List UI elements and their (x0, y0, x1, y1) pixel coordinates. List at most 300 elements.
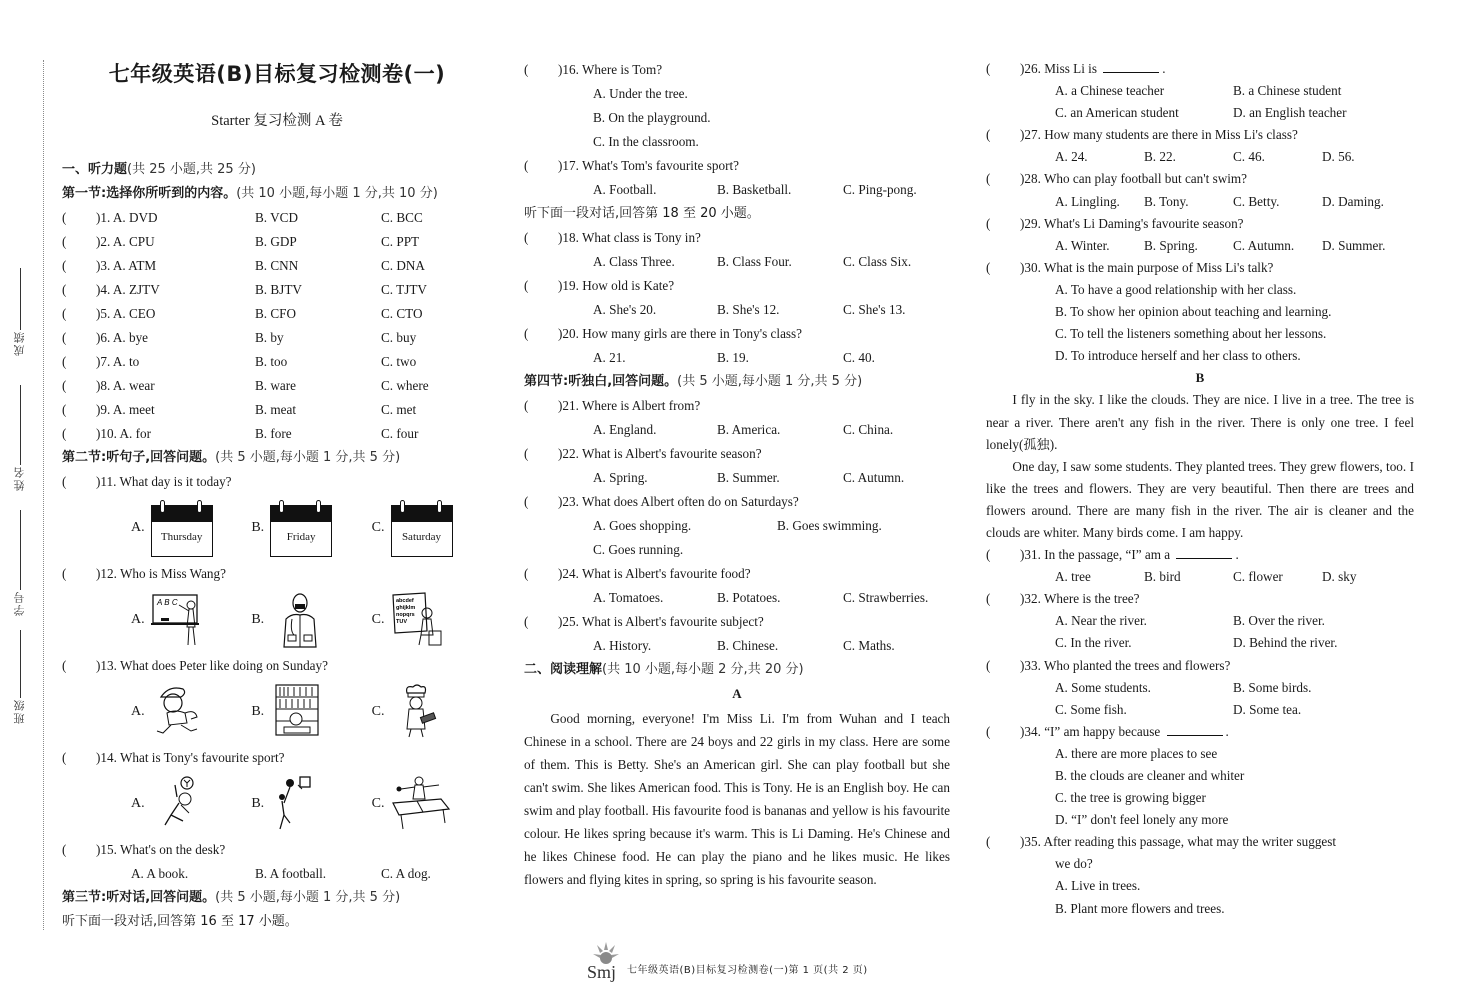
cooking-chef-icon (391, 683, 451, 741)
answer-blank[interactable]: ( (986, 547, 991, 563)
question-text: 28. Who can play football but can't swim? (1024, 171, 1248, 187)
close-paren: ) (96, 282, 101, 297)
answer-blank[interactable]: ( (62, 258, 67, 273)
option-letter: A. (131, 796, 145, 811)
section3-intro-2: 听下面一段对话,回答第 18 至 20 小题。 (524, 206, 760, 221)
q23-options (524, 514, 950, 538)
question-13: ( ) 13. What does Peter like doing on Sunday? (62, 654, 492, 678)
question-27: ( ) 27. How many students are there in Miss Li's class? (986, 124, 1414, 146)
fill-blank (1167, 721, 1223, 736)
question-9 (62, 398, 492, 422)
option-b[interactable]: B. Tony. (1144, 193, 1189, 209)
option-c[interactable]: C. 46. (1233, 149, 1265, 165)
student-id-field[interactable] (10, 510, 30, 616)
number-dot: . (113, 426, 120, 441)
section3-heading (62, 886, 492, 910)
section3-points: (共 5 小题,每小题 1 分,共 5 分) (215, 890, 401, 905)
question-33: ( ) 33. Who planted the trees and flowers? (986, 655, 1414, 677)
option-letter: A. (131, 520, 145, 535)
q33-options-row1 (986, 677, 1414, 699)
column-3 (986, 58, 1414, 920)
question-17: ( ) 17. What's Tom's favourite sport? (524, 154, 950, 178)
reading-in-library-icon (270, 683, 330, 741)
option-a[interactable]: A. Spring. (593, 470, 648, 485)
option-a[interactable]: A. Under the tree. (593, 86, 688, 101)
option-c[interactable]: C. In the river. (1055, 635, 1132, 651)
option-c[interactable]: C. an American student (1055, 105, 1179, 121)
answer-blank[interactable]: ( (524, 494, 529, 509)
option-a[interactable]: A. She's 20. (593, 302, 657, 317)
q31-options (986, 566, 1414, 588)
student-at-board-icon (391, 591, 451, 649)
question-35: ( ) 35. After reading this passage, what may the writer suggest (986, 831, 1414, 853)
option-b[interactable]: B. On the playground. (593, 110, 711, 125)
option-c[interactable]: C. DNA (381, 258, 425, 273)
answer-blank[interactable]: ( (986, 591, 991, 607)
option-a[interactable]: A. there are more places to see (1055, 745, 1218, 761)
option-c[interactable]: C. PPT (381, 234, 420, 249)
question-10 (62, 422, 492, 446)
name-line (20, 385, 21, 465)
question-30: ( ) 30. What is the main purpose of Miss Li's talk? (986, 257, 1414, 279)
option-a[interactable]: A. Tomatoes. (593, 590, 664, 605)
option-d[interactable]: D. To introduce herself and her class to others. (1055, 348, 1301, 364)
option-a[interactable]: A. meet (112, 402, 155, 417)
section1-questions (62, 206, 492, 446)
option-c[interactable]: C. buy (381, 330, 417, 345)
option-a[interactable]: A. 21. (593, 350, 626, 365)
option-c[interactable]: C. flower (1233, 569, 1283, 585)
answer-blank[interactable]: ( (62, 402, 67, 417)
calendar-day: Thursday (160, 531, 203, 543)
section4-heading (524, 370, 950, 394)
svg-text:ghijklm: ghijklm (395, 605, 415, 611)
question-text: 18. What class is Tony in? (562, 230, 701, 245)
answer-blank[interactable]: ( (62, 354, 67, 369)
question-lead (62, 398, 255, 422)
option-c[interactable]: C. She's 13. (843, 302, 906, 317)
option-b[interactable]: B. 22. (1144, 149, 1176, 165)
answer-blank[interactable]: ( (524, 326, 529, 341)
q21-options (524, 418, 950, 442)
section2-heading (62, 446, 492, 470)
calendar-icon (151, 505, 213, 557)
option-c[interactable]: C. China. (843, 422, 894, 437)
answer-blank[interactable]: ( (62, 750, 67, 765)
score-field[interactable] (10, 268, 30, 356)
option-c[interactable]: C. met (381, 402, 417, 417)
option-b[interactable]: B. VCD (255, 210, 298, 225)
answer-blank[interactable]: ( (524, 278, 529, 293)
answer-blank[interactable]: ( (524, 62, 529, 77)
question-lead (62, 206, 255, 230)
option-d[interactable]: D. 56. (1322, 149, 1355, 165)
option-b[interactable]: B. Basketball. (717, 182, 792, 197)
question-34: ( ) 34. “I” am happy because . (986, 721, 1414, 743)
option-a[interactable]: A. to (112, 354, 140, 369)
option-b[interactable]: B. ware (255, 378, 297, 393)
q14-options (62, 770, 492, 838)
option-d[interactable]: D. Summer. (1322, 237, 1386, 253)
question-25: ( ) 25. What is Albert's favourite subject? (524, 610, 950, 634)
option-a[interactable]: A. bye (112, 330, 149, 345)
question-text: 17. What's Tom's favourite sport? (562, 158, 739, 173)
question-1 (62, 206, 492, 230)
question-number: 1 (100, 210, 107, 225)
option-c[interactable]: C. Some fish. (1055, 701, 1127, 717)
question-number: 4 (100, 282, 107, 297)
q11-option-a[interactable] (131, 499, 251, 557)
answer-blank[interactable]: ( (524, 230, 529, 245)
passage-a (524, 707, 950, 891)
option-b[interactable]: B. the clouds are cleaner and whiter (1055, 768, 1245, 783)
teacher-at-blackboard-icon (151, 591, 211, 649)
option-c[interactable]: C. the tree is growing bigger (1055, 790, 1206, 806)
option-b[interactable]: B. Goes swimming. (777, 518, 882, 533)
question-text: 25. What is Albert's favourite subject? (562, 614, 764, 629)
fill-blank (1103, 58, 1159, 73)
question-3 (62, 254, 492, 278)
option-c[interactable]: C. TJTV (381, 282, 427, 297)
number-dot: . (107, 354, 113, 369)
question-lead (62, 374, 255, 398)
option-a[interactable]: A. ATM (112, 258, 157, 273)
q12-option-b[interactable] (251, 591, 371, 649)
question-lead (62, 422, 255, 446)
calendar-day: Saturday (401, 531, 442, 543)
option-b[interactable]: B. CNN (255, 258, 299, 273)
number-dot: . (107, 234, 113, 249)
q12-options (62, 586, 492, 654)
option-c[interactable]: C. To tell the listeners something about her lessons. (1055, 326, 1327, 342)
q29-options (986, 235, 1414, 257)
question-text-pre: 31. In the passage, “I” am a (1024, 547, 1171, 563)
number-dot: . (107, 330, 113, 345)
option-b[interactable]: B. meat (255, 402, 297, 417)
question-lead (62, 302, 255, 326)
question-text: 24. What is Albert's favourite food? (562, 566, 751, 581)
q24-options (524, 586, 950, 610)
answer-blank[interactable]: ( (62, 378, 67, 393)
number-dot: . (107, 210, 113, 225)
number-dot: . (107, 258, 113, 273)
option-a[interactable]: A. CEO (112, 306, 156, 321)
number-dot: . (107, 402, 113, 417)
option-c[interactable]: C. Strawberries. (843, 590, 929, 605)
question-lead (62, 350, 255, 374)
answer-blank[interactable]: ( (62, 306, 67, 321)
question-16: ( ) 16. Where is Tom? (524, 58, 950, 82)
running-kid-icon (151, 683, 211, 741)
close-paren: ) (96, 234, 101, 249)
option-b[interactable]: B. America. (717, 422, 781, 437)
question-29: ( ) 29. What's Li Daming's favourite season? (986, 213, 1414, 235)
answer-blank[interactable]: ( (62, 566, 67, 581)
answer-blank[interactable]: ( (986, 215, 991, 231)
option-b[interactable]: B. She's 12. (717, 302, 780, 317)
option-b[interactable]: B. BJTV (255, 282, 302, 297)
option-a[interactable]: A. A book. (131, 866, 189, 881)
option-c[interactable]: C. BCC (381, 210, 423, 225)
option-a[interactable]: A. a Chinese teacher (1055, 83, 1165, 99)
answer-blank[interactable]: ( (62, 234, 67, 249)
option-d[interactable]: D. an English teacher (1233, 105, 1347, 121)
option-c[interactable]: C. CTO (381, 306, 423, 321)
option-b[interactable]: B. GDP (255, 234, 297, 249)
option-c[interactable]: C. 40. (843, 350, 875, 365)
question-22: ( ) 22. What is Albert's favourite season? (524, 442, 950, 466)
option-b[interactable]: B. a Chinese student (1233, 83, 1342, 99)
option-letter: A. (131, 704, 145, 719)
question-lead (62, 278, 255, 302)
answer-blank[interactable]: ( (524, 566, 529, 581)
question-text: 13. What does Peter like doing on Sunday? (100, 658, 328, 673)
passage-b-label: B (1195, 370, 1205, 386)
question-text (1024, 544, 1238, 566)
option-c[interactable]: C. Autumn. (843, 470, 905, 485)
question-number: 8 (100, 378, 107, 393)
option-a[interactable]: A. Some students. (1055, 679, 1151, 695)
question-text: 19. How old is Kate? (562, 278, 675, 293)
option-letter: A. (131, 612, 145, 627)
answer-blank[interactable]: ( (986, 127, 991, 143)
option-d[interactable]: D. Some tea. (1233, 701, 1302, 717)
option-b[interactable]: B. too (255, 354, 288, 369)
question-31: ( ) 31. In the passage, “I” am a . (986, 544, 1414, 566)
option-d[interactable]: D. “I” don't feel lonely any more (1055, 812, 1229, 828)
question-12: ( ) 12. Who is Miss Wang? (62, 562, 492, 586)
question-text (1024, 58, 1165, 80)
q25-options (524, 634, 950, 658)
q19-options (524, 298, 950, 322)
question-number: 5 (100, 306, 107, 321)
close-paren: ) (96, 426, 101, 441)
question-text: 16. Where is Tom? (562, 62, 663, 77)
option-a[interactable]: A. History. (593, 638, 652, 653)
q13-option-c[interactable] (372, 683, 492, 741)
option-b[interactable]: B. Spring. (1144, 237, 1198, 253)
option-c[interactable]: C. Class Six. (843, 254, 912, 269)
option-a[interactable]: A. CPU (112, 234, 155, 249)
option-b[interactable]: B. 19. (717, 350, 749, 365)
q11-option-c[interactable] (372, 499, 492, 557)
option-d[interactable]: D. Daming. (1322, 193, 1384, 209)
option-a[interactable]: A. Football. (593, 182, 657, 197)
question-text-pre: 34. “I” am happy because (1024, 723, 1161, 739)
close-paren: ) (96, 354, 101, 369)
option-b[interactable]: B. by (255, 330, 284, 345)
answer-blank[interactable]: ( (986, 61, 991, 76)
option-b[interactable]: B. To show her opinion about teaching and learning. (1055, 304, 1332, 320)
q12-option-c[interactable] (372, 591, 492, 649)
score-line (20, 268, 21, 330)
q33-options-row2 (986, 699, 1414, 721)
class-label: 班级 (13, 698, 26, 724)
answer-blank[interactable]: ( (62, 474, 67, 489)
option-a[interactable]: A. England. (593, 422, 657, 437)
name-field[interactable] (10, 385, 30, 491)
option-a[interactable]: A. tree (1055, 569, 1091, 585)
doctor-icon (270, 591, 330, 649)
question-number: 2 (100, 234, 107, 249)
option-a[interactable]: A. ZJTV (112, 282, 160, 297)
option-b[interactable]: B. bird (1144, 569, 1181, 585)
q20-options (524, 346, 950, 370)
question-7 (62, 350, 492, 374)
page-title: 七年级英语(B)目标复习检测卷(一) (108, 62, 446, 86)
option-a[interactable]: A. Near the river. (1055, 613, 1147, 629)
question-24: ( ) 24. What is Albert's favourite food? (524, 562, 950, 586)
answer-blank[interactable]: ( (524, 446, 529, 461)
option-d[interactable]: D. sky (1322, 569, 1357, 585)
page-number-text: 七年级英语(B)目标复习检测卷(一)第 1 页(共 2 页) (627, 965, 868, 976)
answer-blank[interactable]: ( (62, 210, 67, 225)
close-paren: ) (96, 402, 101, 417)
question-8 (62, 374, 492, 398)
q13-option-a[interactable] (131, 683, 251, 741)
question-4 (62, 278, 492, 302)
question-text-pre: 26. Miss Li is (1024, 61, 1097, 76)
answer-blank[interactable]: ( (986, 723, 991, 739)
answer-blank[interactable]: ( (62, 842, 67, 857)
question-number: 10 (100, 426, 114, 441)
page-subtitle: Starter 复习检测 A 卷 (211, 113, 343, 129)
q22-options (524, 466, 950, 490)
option-b[interactable]: B. Some birds. (1233, 679, 1312, 695)
option-c[interactable]: C. In the classroom. (593, 134, 699, 149)
page-footer (585, 940, 868, 984)
q14-option-c[interactable] (372, 775, 492, 833)
q12-option-a[interactable] (131, 591, 251, 649)
option-b[interactable]: B. Summer. (717, 470, 780, 485)
option-c[interactable]: C. two (381, 354, 417, 369)
question-text (1024, 721, 1228, 743)
question-text-post: . (1225, 723, 1229, 739)
question-23: ( ) 23. What does Albert often do on Saturdays? (524, 490, 950, 514)
option-b[interactable]: B. fore (255, 426, 292, 441)
answer-blank[interactable]: ( (62, 658, 67, 673)
q13-options (62, 678, 492, 746)
svg-text:TUV: TUV (395, 619, 407, 625)
answer-blank[interactable]: ( (986, 259, 991, 275)
option-a[interactable]: A. Live in trees. (1055, 878, 1141, 894)
close-paren: ) (96, 378, 101, 393)
option-b[interactable]: B. Plant more flowers and trees. (1055, 900, 1225, 916)
publisher-logo (585, 940, 625, 984)
question-text: 29. What's Li Daming's favourite season? (1024, 215, 1244, 231)
part1-title: 一、听力题 (62, 162, 128, 177)
answer-blank[interactable]: ( (62, 330, 67, 345)
answer-blank[interactable]: ( (62, 426, 67, 441)
answer-blank[interactable]: ( (524, 158, 529, 173)
question-text: 21. Where is Albert from? (562, 398, 701, 413)
option-b[interactable]: B. CFO (255, 306, 297, 321)
option-c[interactable]: C. where (381, 378, 429, 393)
option-c[interactable]: C. Betty. (1233, 193, 1280, 209)
option-a[interactable]: A. To have a good relationship with her class. (1055, 281, 1297, 297)
option-a[interactable]: A. 24. (1055, 149, 1088, 165)
q13-option-b[interactable] (251, 683, 371, 741)
answer-blank[interactable]: ( (986, 171, 991, 187)
option-letter: B. (251, 612, 265, 627)
passage-a-text: Good morning, everyone! I'm Miss Li. I'm from Wuhan and I teach Chinese in a school. There are 24 boys and 22 girls in my class. Here are some of them. This is Betty. She's an American girl. She can play football but she can't swim. She likes American food. This is Tony. He is an English boy. He can swim and play football. His favourite food is bananas and yellow is his favourite colour. He likes spring because it's warm. This is Li Daming. He's Chinese and he likes Chinese food. He can play the piano and he likes music. He likes flowers and flying kites in spring, so spring is his favourite season. (524, 711, 950, 887)
column-2 (524, 58, 950, 891)
option-a[interactable]: A. for (119, 426, 151, 441)
option-d[interactable]: D. Behind the river. (1233, 635, 1338, 651)
question-text-post: . (1235, 547, 1239, 563)
svg-text:abcdef: abcdef (395, 598, 414, 604)
option-b[interactable]: B. Over the river. (1233, 613, 1325, 629)
passage-a-label: A (732, 686, 742, 701)
option-b[interactable]: B. A football. (255, 866, 327, 881)
option-letter: C. (371, 704, 385, 719)
question-text: 23. What does Albert often do on Saturdays? (562, 494, 799, 509)
q14-option-a[interactable] (131, 775, 251, 833)
option-letter: C. (371, 612, 385, 627)
question-text: 35. After reading this passage, what may the writer suggest (1024, 834, 1337, 850)
close-paren: ) (96, 306, 101, 321)
option-b[interactable]: B. Class Four. (717, 254, 792, 269)
section4-points: (共 5 小题,每小题 1 分,共 5 分) (677, 374, 863, 389)
option-b[interactable]: B. Chinese. (717, 638, 779, 653)
option-c[interactable]: C. Autumn. (1233, 237, 1295, 253)
option-letter: C. (371, 520, 385, 535)
q28-options (986, 191, 1414, 213)
question-text: 22. What is Albert's favourite season? (562, 446, 762, 461)
question-number: 9 (100, 402, 107, 417)
option-a[interactable]: A. DVD (112, 210, 158, 225)
q15-options (62, 862, 492, 886)
option-letter: B. (251, 796, 265, 811)
question-28: ( ) 28. Who can play football but can't swim? (986, 168, 1414, 190)
option-b[interactable]: B. Potatoes. (717, 590, 781, 605)
q14-option-b[interactable] (251, 775, 371, 833)
option-c[interactable]: C. Ping-pong. (843, 182, 917, 197)
answer-blank[interactable]: ( (524, 614, 529, 629)
question-number: 6 (100, 330, 107, 345)
option-a[interactable]: A. Class Three. (593, 254, 675, 269)
question-5 (62, 302, 492, 326)
part1-points: (共 25 小题,共 25 分) (127, 162, 256, 177)
option-a[interactable]: A. Winter. (1055, 237, 1110, 253)
option-c[interactable]: C. four (381, 426, 419, 441)
option-c[interactable]: C. Maths. (843, 638, 895, 653)
ping-pong-icon (391, 775, 451, 833)
number-dot: . (107, 378, 113, 393)
class-field[interactable] (10, 630, 30, 724)
basketball-player-icon (270, 775, 330, 833)
option-c[interactable]: C. A dog. (381, 866, 431, 881)
option-a[interactable]: A. Lingling. (1055, 193, 1120, 209)
answer-blank[interactable]: ( (986, 657, 991, 673)
answer-blank[interactable]: ( (62, 282, 67, 297)
question-14: ( ) 14. What is Tony's favourite sport? (62, 746, 492, 770)
student-id-line (20, 510, 21, 590)
answer-blank[interactable]: ( (986, 834, 991, 850)
option-a[interactable]: A. Goes shopping. (593, 518, 692, 533)
passage-b (986, 389, 1414, 544)
passage-b-paragraph-1: I fly in the sky. I like the clouds. They are nice. I live in a tree. The tree is near a river. There aren't any fish in the river. There is only one tree. I feel lonely(孤独). (986, 392, 1414, 452)
option-a[interactable]: A. wear (112, 378, 155, 393)
question-text: 11. What day is it today? (100, 474, 232, 489)
option-c[interactable]: C. Goes running. (593, 542, 684, 557)
q11-option-b[interactable] (251, 499, 371, 557)
answer-blank[interactable]: ( (524, 398, 529, 413)
fill-blank (1176, 544, 1232, 559)
question-text-continued: we do? (1055, 856, 1093, 872)
part2-heading (524, 658, 950, 682)
q27-options (986, 146, 1414, 168)
